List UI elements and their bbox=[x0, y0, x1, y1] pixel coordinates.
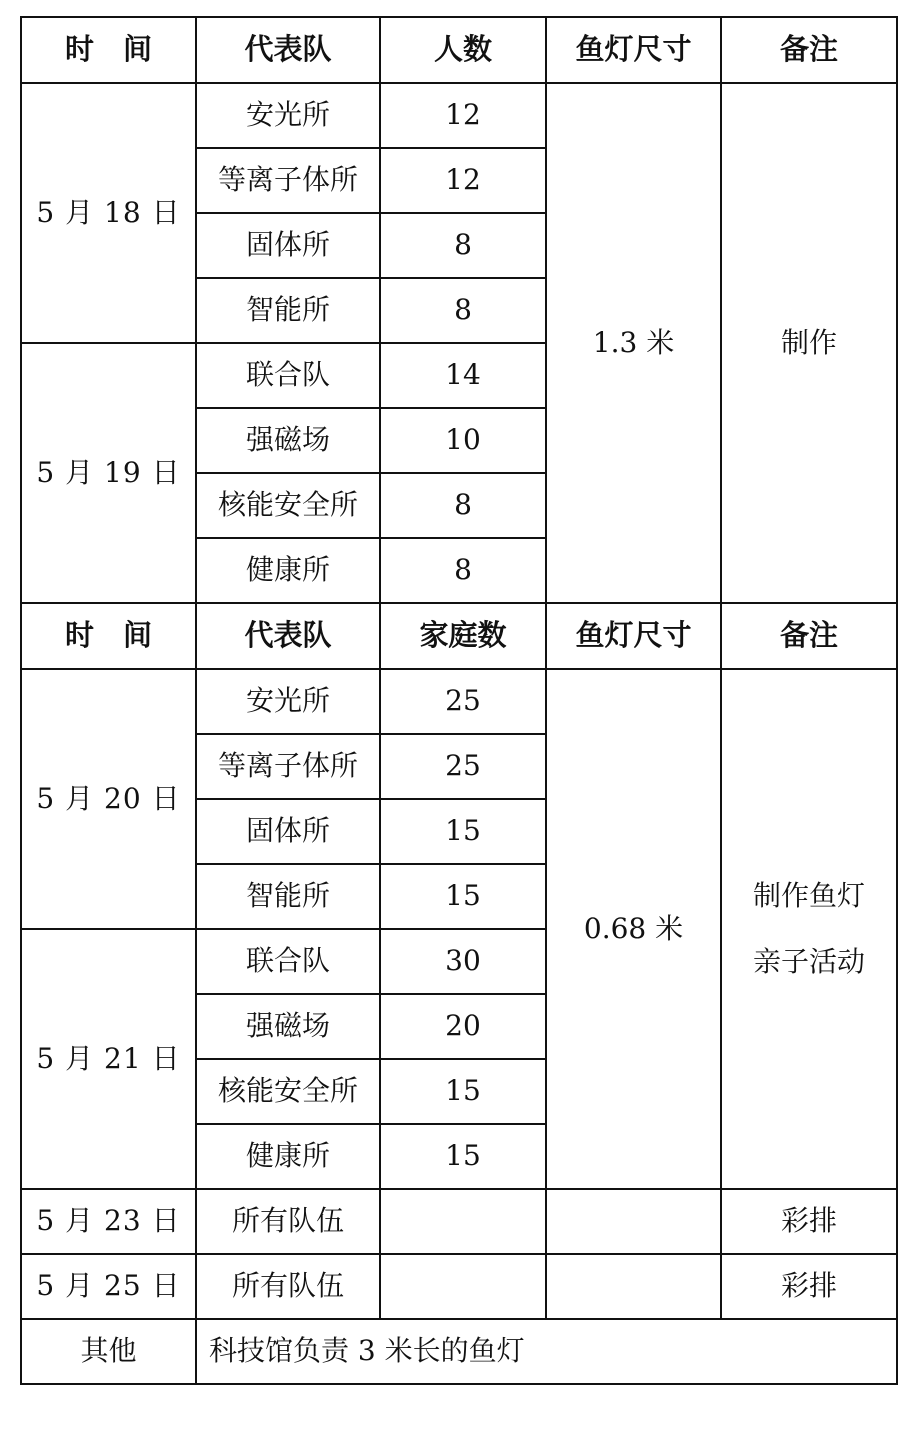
remark-cell bbox=[721, 669, 897, 1189]
other-label: 其他 bbox=[21, 1319, 196, 1384]
header-row-2 bbox=[21, 603, 897, 669]
count-cell: 12 bbox=[380, 83, 546, 148]
count-cell: 8 bbox=[380, 213, 546, 278]
schedule-table bbox=[20, 16, 898, 1385]
count-cell: 8 bbox=[380, 278, 546, 343]
lantern-size-cell: 1.3 米 bbox=[546, 83, 721, 603]
count-cell: 15 bbox=[380, 799, 546, 864]
count-cell: 10 bbox=[380, 408, 546, 473]
team-cell: 核能安全所 bbox=[196, 1059, 380, 1124]
rehearsal-row bbox=[21, 1254, 897, 1319]
team-cell: 等离子体所 bbox=[196, 734, 380, 799]
count-cell: 20 bbox=[380, 994, 546, 1059]
team-cell: 联合队 bbox=[196, 929, 380, 994]
count-cell: 15 bbox=[380, 1059, 546, 1124]
schedule-table-container bbox=[20, 16, 896, 1385]
count-cell bbox=[380, 1189, 546, 1254]
header-team: 代表队 bbox=[196, 603, 380, 669]
count-cell: 8 bbox=[380, 538, 546, 603]
cropped-text-fragment bbox=[20, 0, 660, 6]
count-cell bbox=[380, 1254, 546, 1319]
remark-line: 亲子活动 bbox=[752, 945, 865, 978]
team-cell: 核能安全所 bbox=[196, 473, 380, 538]
date-cell: 5 月 20 日 bbox=[21, 669, 196, 929]
header-row-1 bbox=[21, 17, 897, 83]
other-row bbox=[21, 1319, 897, 1384]
count-cell: 25 bbox=[380, 734, 546, 799]
count-cell: 8 bbox=[380, 473, 546, 538]
count-cell: 25 bbox=[380, 669, 546, 734]
header-count: 人数 bbox=[380, 17, 546, 83]
count-cell: 14 bbox=[380, 343, 546, 408]
other-text: 科技馆负责 3 米长的鱼灯 bbox=[196, 1319, 897, 1384]
date-cell: 5 月 21 日 bbox=[21, 929, 196, 1189]
team-cell: 固体所 bbox=[196, 799, 380, 864]
header-time: 时 间 bbox=[21, 603, 196, 669]
date-cell: 5 月 25 日 bbox=[21, 1254, 196, 1319]
rehearsal-row bbox=[21, 1189, 897, 1254]
date-cell: 5 月 23 日 bbox=[21, 1189, 196, 1254]
remark-cell: 彩排 bbox=[721, 1254, 897, 1319]
team-cell: 所有队伍 bbox=[196, 1254, 380, 1319]
table-row bbox=[21, 669, 897, 734]
team-cell: 健康所 bbox=[196, 538, 380, 603]
date-cell: 5 月 18 日 bbox=[21, 83, 196, 343]
team-cell: 联合队 bbox=[196, 343, 380, 408]
team-cell: 等离子体所 bbox=[196, 148, 380, 213]
remark-cell: 彩排 bbox=[721, 1189, 897, 1254]
lantern-size-cell bbox=[546, 1254, 721, 1319]
team-cell: 所有队伍 bbox=[196, 1189, 380, 1254]
header-lantern-size: 鱼灯尺寸 bbox=[546, 17, 721, 83]
team-cell: 智能所 bbox=[196, 864, 380, 929]
header-team: 代表队 bbox=[196, 17, 380, 83]
count-cell: 15 bbox=[380, 864, 546, 929]
count-cell: 30 bbox=[380, 929, 546, 994]
header-remark: 备注 bbox=[721, 603, 897, 669]
count-cell: 12 bbox=[380, 148, 546, 213]
team-cell: 安光所 bbox=[196, 669, 380, 734]
header-remark: 备注 bbox=[721, 17, 897, 83]
remark-line: 制作鱼灯 bbox=[752, 879, 865, 912]
team-cell: 强磁场 bbox=[196, 408, 380, 473]
header-time: 时 间 bbox=[21, 17, 196, 83]
lantern-size-cell: 0.68 米 bbox=[546, 669, 721, 1189]
date-cell: 5 月 19 日 bbox=[21, 343, 196, 603]
team-cell: 固体所 bbox=[196, 213, 380, 278]
header-lantern-size: 鱼灯尺寸 bbox=[546, 603, 721, 669]
header-family-count: 家庭数 bbox=[380, 603, 546, 669]
lantern-size-cell bbox=[546, 1189, 721, 1254]
team-cell: 健康所 bbox=[196, 1124, 380, 1189]
remark-cell: 制作 bbox=[721, 83, 897, 603]
team-cell: 智能所 bbox=[196, 278, 380, 343]
table-row bbox=[21, 83, 897, 148]
team-cell: 强磁场 bbox=[196, 994, 380, 1059]
count-cell: 15 bbox=[380, 1124, 546, 1189]
team-cell: 安光所 bbox=[196, 83, 380, 148]
